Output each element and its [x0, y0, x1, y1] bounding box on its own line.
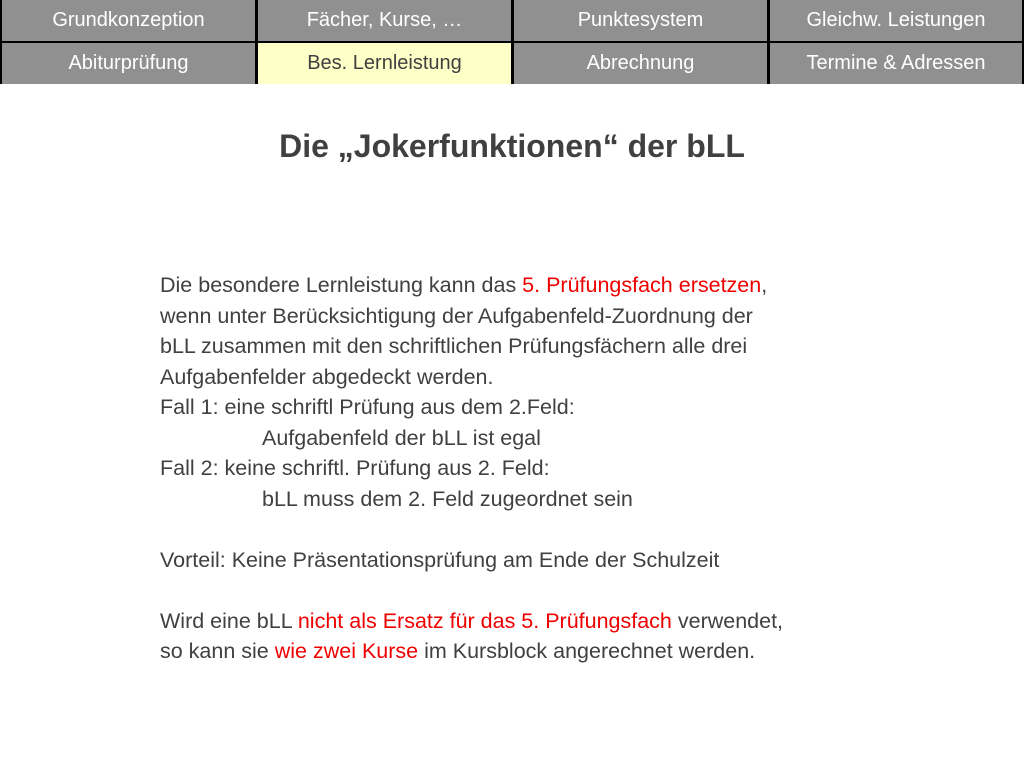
navigation-bar	[0, 0, 1024, 84]
highlighted-text: wie zwei Kurse	[274, 639, 419, 663]
case-1-detail: Aufgabenfeld der bLL ist egal	[262, 425, 541, 450]
case-2-heading: Fall 2: keine schriftl. Prüfung aus 2. Feld:	[160, 456, 550, 480]
body-line: wenn unter Berücksichtigung der Aufgabenfeld-Zuordnung der	[160, 303, 753, 328]
nav-button-termine-adressen[interactable]: Termine & Adressen	[768, 43, 1024, 84]
body-line	[160, 270, 920, 301]
spacer	[160, 514, 920, 545]
nav-button-abrechnung[interactable]: Abrechnung	[512, 43, 768, 84]
case-2-detail: bLL muss dem 2. Feld zugeordnet sein	[262, 486, 633, 511]
slide-body	[160, 270, 920, 667]
nav-button-punktesystem[interactable]: Punktesystem	[512, 0, 768, 41]
nav-button-besondere-lernleistung[interactable]: Bes. Lernleistung	[256, 43, 512, 84]
text-segment: im Kursblock angerechnet werden.	[418, 639, 756, 663]
text-segment: Wird eine bLL	[160, 608, 298, 633]
nav-button-faecher-kurse[interactable]: Fächer, Kurse, …	[256, 0, 512, 41]
highlighted-text: 5. Prüfungsfach ersetzen	[522, 273, 762, 297]
body-line	[160, 636, 920, 667]
text-segment: verwendet,	[671, 608, 784, 633]
body-line	[160, 606, 920, 637]
nav-button-gleichwertige-leistungen[interactable]: Gleichw. Leistungen	[768, 0, 1024, 41]
slide-title: Die „Jokerfunktionen“ der bLL	[279, 128, 745, 164]
nav-button-abiturpruefung[interactable]: Abiturprüfung	[0, 43, 256, 84]
text-segment: ,	[761, 273, 768, 297]
text-segment: so kann sie	[160, 639, 275, 663]
case-1-heading: Fall 1: eine schriftl Prüfung aus dem 2.Feld:	[160, 395, 575, 419]
nav-button-grundkonzeption[interactable]: Grundkonzeption	[0, 0, 256, 41]
spacer	[160, 575, 920, 606]
highlighted-text: nicht als Ersatz für das 5. Prüfungsfach	[297, 608, 672, 633]
advantage-line: Vorteil: Keine Präsentationsprüfung am Ende der Schulzeit	[160, 547, 720, 572]
body-line: bLL zusammen mit den schriftlichen Prüfungsfächern alle drei	[160, 334, 748, 358]
text-segment: Die besondere Lernleistung kann das	[160, 273, 523, 297]
body-line: Aufgabenfelder abgedeckt werden.	[160, 364, 494, 389]
